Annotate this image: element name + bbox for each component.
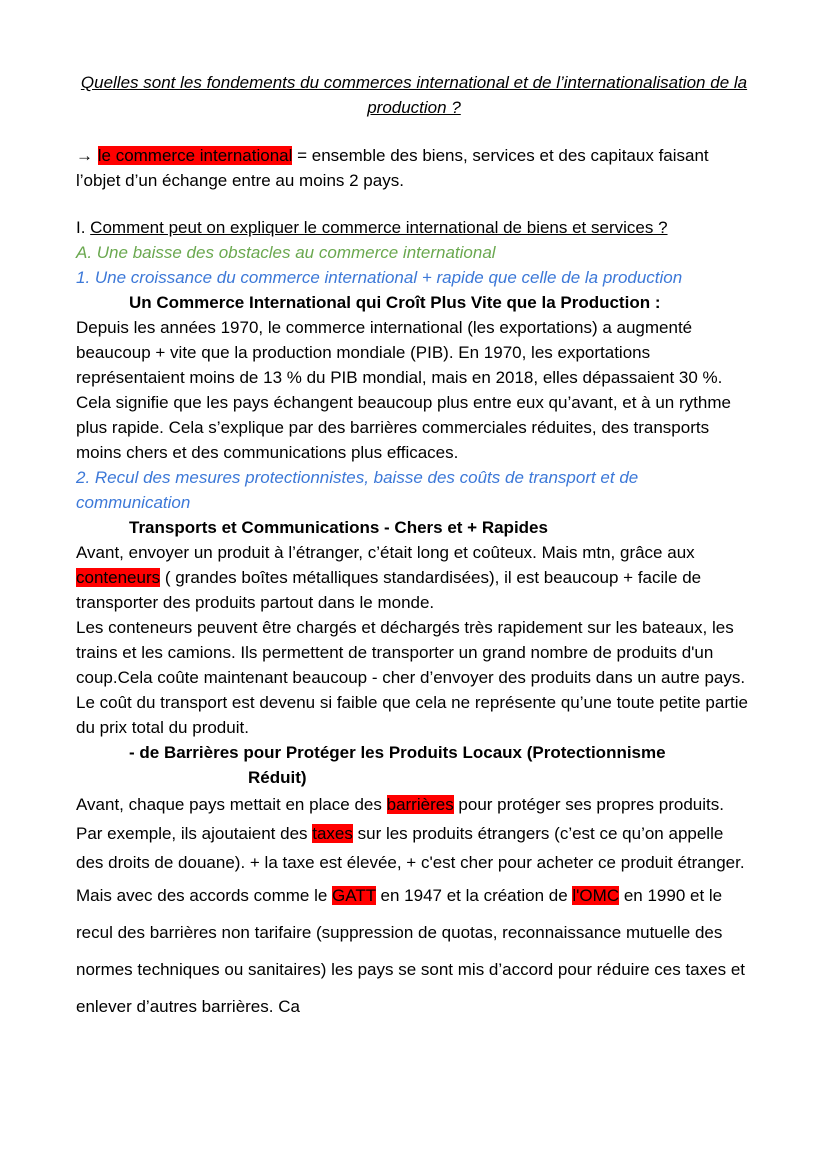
paragraph-accords-seg1: Mais avec des accords comme le: [76, 886, 333, 905]
paragraph-barrieres-seg3: sur les produits étrangers (c’est ce qu’on appelle des droits de douane). + la taxe est élevée, + c'est cher pour acheter ce produit étranger.: [76, 824, 745, 872]
section-1-numeral: I.: [76, 218, 91, 237]
intro-highlight-commerce-international: le commerce international: [97, 146, 293, 165]
bold-heading-protectionnisme-line1: - de Barrières pour Protéger les Produits Locaux (Protectionnisme: [129, 743, 666, 762]
paragraph-conteneurs-post: ( grandes boîtes métalliques standardisées), il est beaucoup + facile de transporter des produits partout dans le monde.: [76, 568, 702, 612]
bold-heading-transports: Transports et Communications - Chers et + Rapides: [129, 518, 548, 537]
intro-arrow: →: [76, 146, 98, 165]
subsection-a-heading: A. Une baisse des obstacles au commerce international: [76, 243, 496, 262]
intro-definition-text: = ensemble des biens, services et des capitaux faisant l’objet d’un échange entre au moins 2 pays.: [76, 146, 709, 190]
paragraph-croissance: Depuis les années 1970, le commerce international (les exportations) a augmenté beaucoup + vite que la production mondiale (PIB). En 1970, les exportations représentaient moins de 13 % du PIB mondial, mais en 2018, elles dépassaient 30 %. Cela signifie que les pays échangent beaucoup plus entre eux qu’avant, et à un rythme plus rapide. Cela s’explique par des barrières commerciales réduites, des transports moins chers et des communications plus efficaces.: [76, 318, 731, 462]
paragraph-conteneurs-pre: Avant, envoyer un produit à l’étranger, c’était long et coûteux. Mais mtn, grâce aux: [76, 543, 695, 562]
intro-paragraph: [76, 143, 752, 193]
section-1-heading-text: Comment peut on expliquer le commerce international de biens et services ?: [90, 218, 668, 237]
highlight-gatt: GATT: [332, 886, 376, 905]
highlight-omc: l'OMC: [572, 886, 620, 905]
highlight-conteneurs: conteneurs: [76, 568, 161, 587]
paragraph-barrieres-seg1: Avant, chaque pays mettait en place des: [76, 795, 387, 814]
document-title-text: Quelles sont les fondements du commerces international et de l’internationalisation de la production ?: [80, 73, 748, 117]
section-1-heading: [76, 215, 752, 240]
highlight-taxes: taxes: [312, 824, 353, 843]
bold-heading-protectionnisme: [76, 740, 752, 790]
paragraph-accords-seg3: en 1990 et le recul des barrières non tarifaire (suppression de quotas, reconnaissance mutuelle des normes techniques ou sanitaires) les pays se sont mis d’accord pour réduire ces taxes et enlever d’autres barrières. Ca: [76, 886, 745, 1016]
paragraph-barrieres: [76, 790, 752, 877]
paragraph-conteneurs: [76, 540, 752, 615]
paragraph-transport-couts: Les conteneurs peuvent être chargés et déchargés très rapidement sur les bateaux, les trains et les camions. Ils permettent de transporter un grand nombre de produits d'un coup.Cela coûte maintenant beaucoup - cher d’envoyer des produits dans un autre pays. Le coût du transport est devenu si faible que cela ne représente qu’une toute petite partie du prix total du produit.: [76, 618, 748, 737]
point-1-heading: 1. Une croissance du commerce international + rapide que celle de la production: [76, 268, 683, 287]
paragraph-accords-seg2: en 1947 et la création de: [375, 886, 573, 905]
paragraph-accords: [76, 877, 752, 1025]
bold-heading-croissance: Un Commerce International qui Croît Plus Vite que la Production :: [129, 293, 661, 312]
highlight-barrieres: barrières: [386, 795, 454, 814]
point-2-heading: 2. Recul des mesures protectionnistes, baisse des coûts de transport et de communication: [76, 468, 639, 512]
bold-heading-protectionnisme-line2: Réduit): [248, 768, 307, 787]
paragraph-barrieres-seg2: pour protéger ses propres produits. Par exemple, ils ajoutaient des: [76, 795, 724, 843]
document-title: [76, 70, 752, 120]
